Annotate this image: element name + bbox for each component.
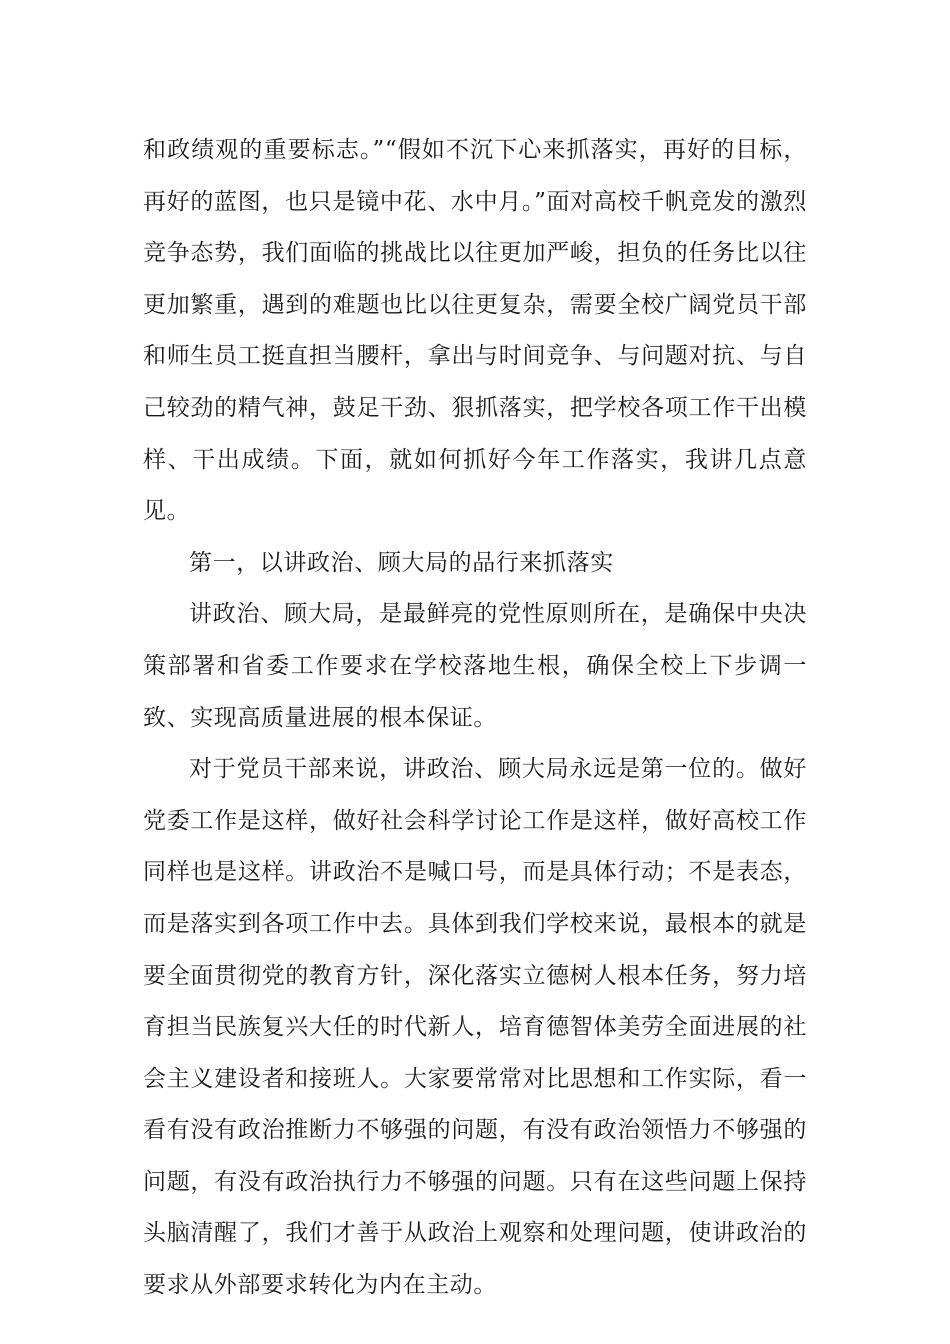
paragraph: 讲政治、顾大局，是最鲜亮的党性原则所在，是确保中央决策部署和省委工作要求在学校落地生根，确保全校上下步调一致、实现高质量进展的根本保证。 — [143, 601, 807, 731]
paragraph-continuation: 和政绩观的重要标志。”“假如不沉下心来抓落实，再好的目标，再好的蓝图，也只是镜中花、水中月。”面对高校千帆竞发的激烈竞争态势，我们面临的挑战比以往更加严峻，担负的任务比以往更加繁重，遇到的难题也比以往更复杂，需要全校广阔党员干部和师生员工挺直担当腰杆，拿出与时间竞争、与问题对抗、与自己较劲的精气神，鼓足干劲、狠抓落实，把学校各项工作干出模样、干出成绩。下面，就如何抓好今年工作落实，我讲几点意见。 — [143, 137, 807, 525]
paragraph: 对于党员干部来说，讲政治、顾大局永远是第一位的。做好党委工作是这样，做好社会科学讨论工作是这样，做好高校工作同样也是这样。讲政治不是喊口号，而是具体行动；不是表态，而是落实到各项工作中去。具体到我们学校来说，最根本的就是要全面贯彻党的教育方针，深化落实立德树人根本任务，努力培育担当民族复兴大任的时代新人，培育德智体美劳全面进展的社会主义建设者和接班人。大家要常常对比思想和工作实际，看一看有没有政治推断力不够强的问题，有没有政治领悟力不够强的问题，有没有政治执行力不够强的问题。只有在这些问题上保持头脑清醒了，我们才善于从政治上观察和处理问题，使讲政治的要求从外部要求转化为内在主动。 — [143, 756, 807, 1299]
section-heading: 第一，以讲政治、顾大局的品行来抓落实 — [189, 549, 614, 576]
document-body — [143, 125, 807, 1312]
